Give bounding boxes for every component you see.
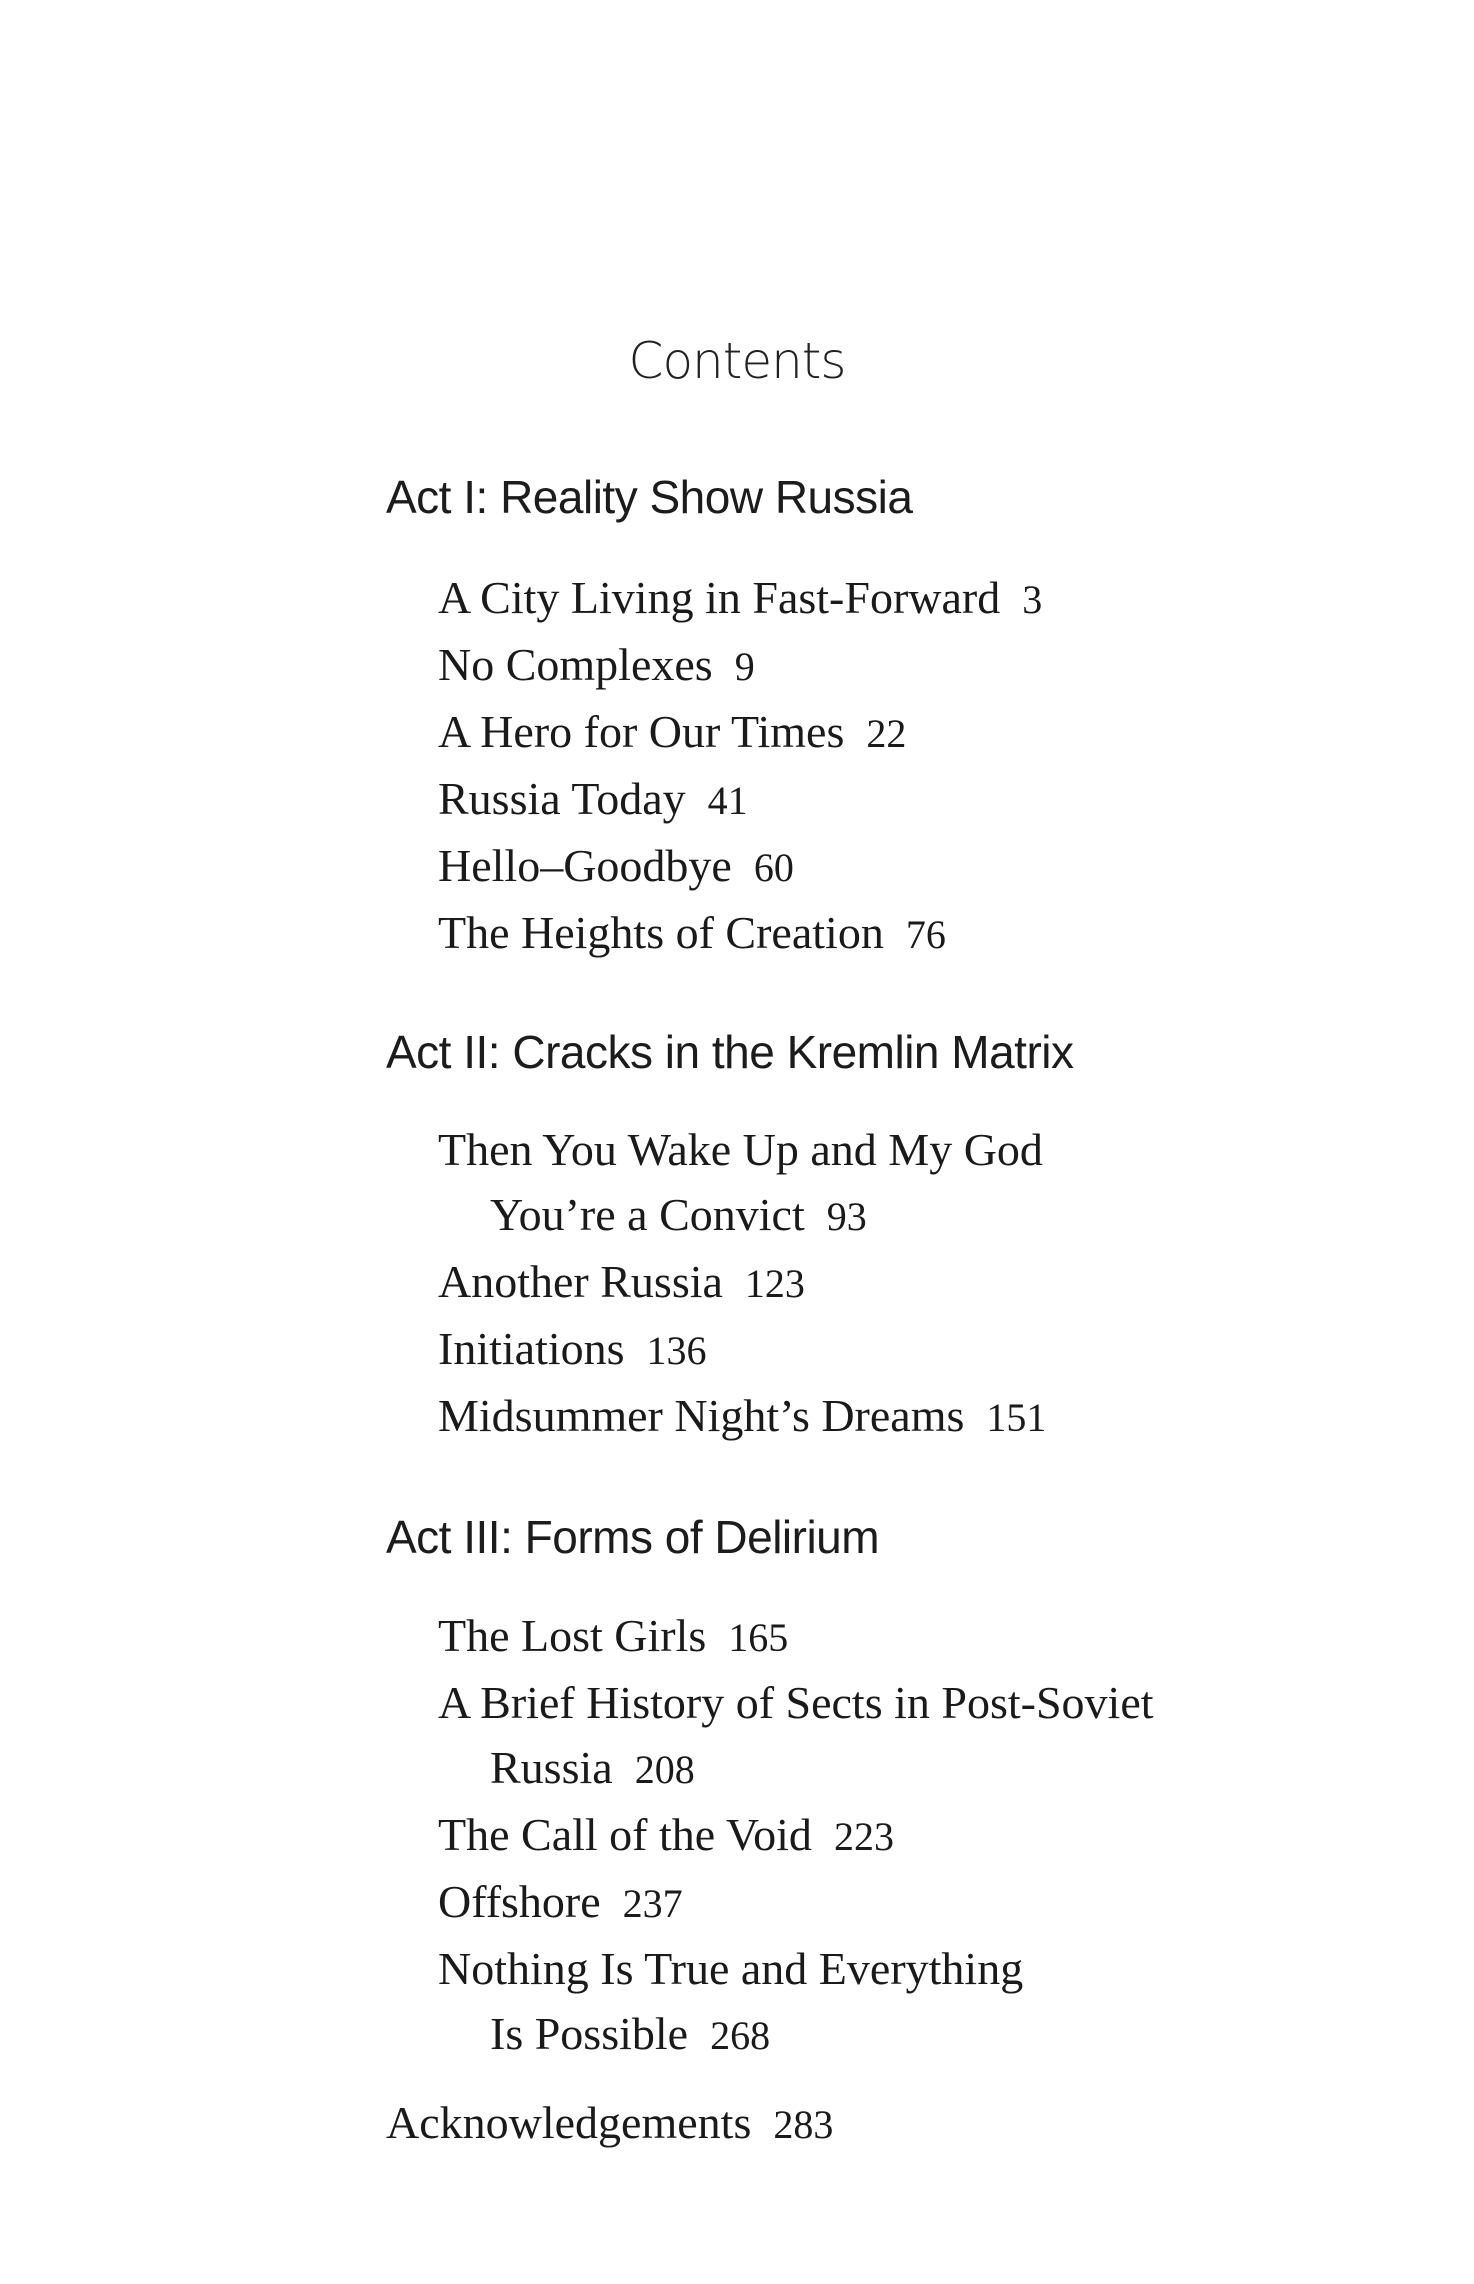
page-number: 237 [622,1881,683,1926]
acknowledgements-entry [386,2090,833,2157]
toc-entry [438,1802,1154,1869]
chapter-title: Initiations [438,1323,625,1374]
chapter-title-continued: Russia [490,1742,613,1793]
page-title: Contents [628,332,846,390]
toc-entry [438,1316,1046,1383]
toc-entry [438,699,1042,766]
act-1-chapter-list [438,565,1042,967]
toc-entry [438,900,1042,967]
act-3-chapter-list [438,1603,1154,2068]
chapter-title-continued: You’re a Convict [490,1189,805,1240]
toc-entry [438,1383,1046,1450]
page-number: 151 [986,1395,1047,1440]
toc-entry [438,1117,1046,1249]
chapter-title: A Hero for Our Times [438,706,845,757]
page-number: 223 [833,1814,894,1859]
chapter-title: Hello–Goodbye [438,840,732,891]
chapter-title: Nothing Is True and Everything [438,1943,1024,1994]
page-number: 60 [753,845,794,890]
chapter-title: A Brief History of Sects in Post-Soviet [438,1677,1154,1728]
page-number: 208 [634,1747,695,1792]
toc-entry [438,1670,1154,1802]
act-3-heading: Act III: Forms of Delirium [386,1511,880,1563]
chapter-title: The Heights of Creation [438,907,884,958]
chapter-title: The Lost Girls [438,1610,707,1661]
toc-entry [438,565,1042,632]
page-number: 22 [866,711,907,756]
page-number: 123 [744,1261,805,1306]
page-number: 165 [728,1615,789,1660]
toc-entry [438,1869,1154,1936]
page-number: 283 [773,2102,834,2147]
chapter-title: No Complexes [438,639,713,690]
page-number: 3 [1022,577,1043,622]
acknowledgements-title: Acknowledgements [386,2097,752,2148]
chapter-title: Then You Wake Up and My God [438,1124,1043,1175]
page-number: 41 [707,778,748,823]
toc-entry [438,833,1042,900]
page-number: 76 [905,912,946,957]
page-number: 9 [734,644,755,689]
toc-entry [438,1603,1154,1670]
toc-entry [438,632,1042,699]
act-1-heading: Act I: Reality Show Russia [386,471,913,523]
chapter-title: Midsummer Night’s Dreams [438,1390,965,1441]
chapter-title: Russia Today [438,773,686,824]
chapter-title-continued: Is Possible [490,2008,689,2059]
toc-entry [438,1249,1046,1316]
page-number: 136 [646,1328,707,1373]
chapter-title: Offshore [438,1876,601,1927]
act-2-chapter-list [438,1117,1046,1450]
page-number: 93 [826,1194,867,1239]
chapter-title: Another Russia [438,1256,723,1307]
toc-entry [438,766,1042,833]
act-2-heading: Act II: Cracks in the Kremlin Matrix [386,1026,1074,1078]
page-number: 268 [710,2013,771,2058]
chapter-title: A City Living in Fast-Forward [438,572,1001,623]
toc-entry [438,1936,1154,2068]
chapter-title: The Call of the Void [438,1809,812,1860]
